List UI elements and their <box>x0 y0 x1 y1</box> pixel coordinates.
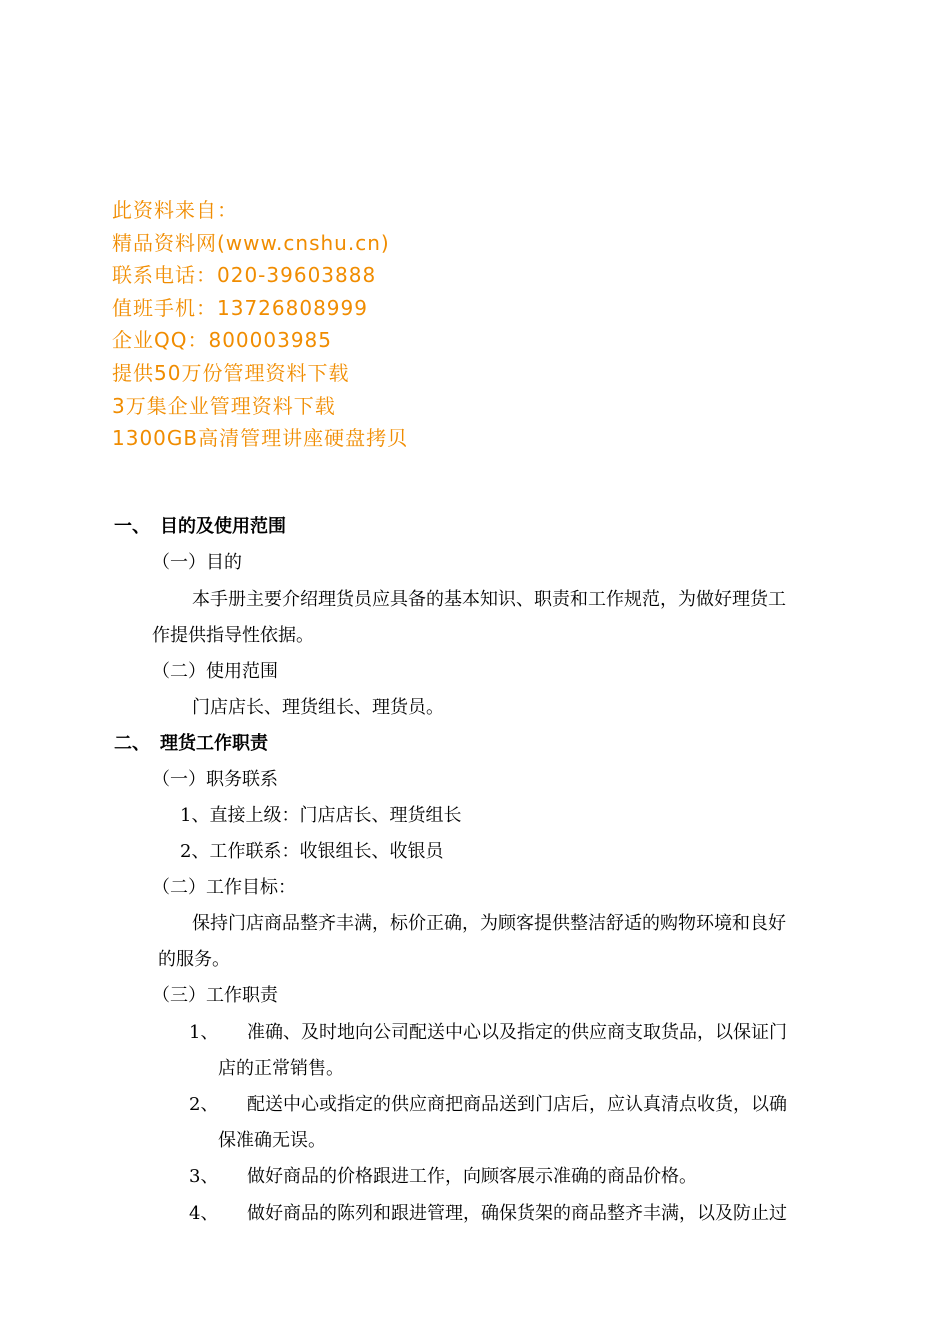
subsection-heading: （一）目的 <box>152 552 242 573</box>
duty-number: 1、 <box>189 1022 219 1043</box>
list-item: 2、工作联系：收银组长、收银员 <box>180 841 444 862</box>
promo-line-website: 精品资料网(www.cnshu.cn) <box>112 230 390 255</box>
promo-line-phone: 联系电话：020-39603888 <box>112 263 377 288</box>
duty-text: 准确、及时地向公司配送中心以及指定的供应商支取货品，以保证门 <box>247 1022 787 1043</box>
promo-line-qq: 企业QQ：800003985 <box>112 328 333 353</box>
duty-text: 做好商品的价格跟进工作，向顾客展示准确的商品价格。 <box>247 1166 697 1187</box>
paragraph-line: 作提供指导性依据。 <box>152 625 314 646</box>
subsection-heading: （二）使用范围 <box>152 661 278 682</box>
duty-item-1 <box>189 1021 787 1045</box>
section-number: 二、 <box>114 733 150 754</box>
promo-line-source: 此资料来自： <box>112 198 238 222</box>
paragraph-line: 门店店长、理货组长、理货员。 <box>192 697 444 718</box>
section-title: 理货工作职责 <box>160 733 268 754</box>
duty-item-2 <box>189 1093 787 1117</box>
duty-text-cont: 保准确无误。 <box>218 1130 326 1151</box>
section-title: 目的及使用范围 <box>160 516 286 537</box>
duty-text: 配送中心或指定的供应商把商品送到门店后，应认真清点收货，以确 <box>247 1094 787 1115</box>
duty-number: 4、 <box>189 1203 219 1224</box>
duty-number: 3、 <box>189 1166 219 1187</box>
duty-text-cont: 店的正常销售。 <box>218 1058 344 1079</box>
list-item: 1、直接上级：门店店长、理货组长 <box>180 805 462 826</box>
paragraph-line: 保持门店商品整齐丰满，标价正确，为顾客提供整洁舒适的购物环境和良好 <box>192 913 786 934</box>
promo-block <box>112 194 612 455</box>
promo-line-mobile: 值班手机：13726808999 <box>112 295 368 320</box>
promo-line-offer-3: 1300GB高清管理讲座硬盘拷贝 <box>112 426 409 451</box>
paragraph-line: 的服务。 <box>158 949 230 970</box>
section-heading-2 <box>114 732 268 756</box>
duty-text: 做好商品的陈列和跟进管理，确保货架的商品整齐丰满，以及防止过 <box>247 1203 787 1224</box>
subsection-heading: （二）工作目标： <box>152 877 296 898</box>
section-number: 一、 <box>114 516 150 537</box>
section-heading-1 <box>114 515 286 539</box>
paragraph-line: 本手册主要介绍理货员应具备的基本知识、职责和工作规范，为做好理货工 <box>192 589 786 610</box>
promo-line-offer-1: 提供50万份管理资料下载 <box>112 360 350 385</box>
subsection-heading: （三）工作职责 <box>152 985 278 1006</box>
duty-item-3 <box>189 1165 697 1189</box>
subsection-heading: （一）职务联系 <box>152 769 278 790</box>
promo-line-offer-2: 3万集企业管理资料下载 <box>112 393 336 418</box>
duty-item-4 <box>189 1202 787 1226</box>
duty-number: 2、 <box>189 1094 219 1115</box>
